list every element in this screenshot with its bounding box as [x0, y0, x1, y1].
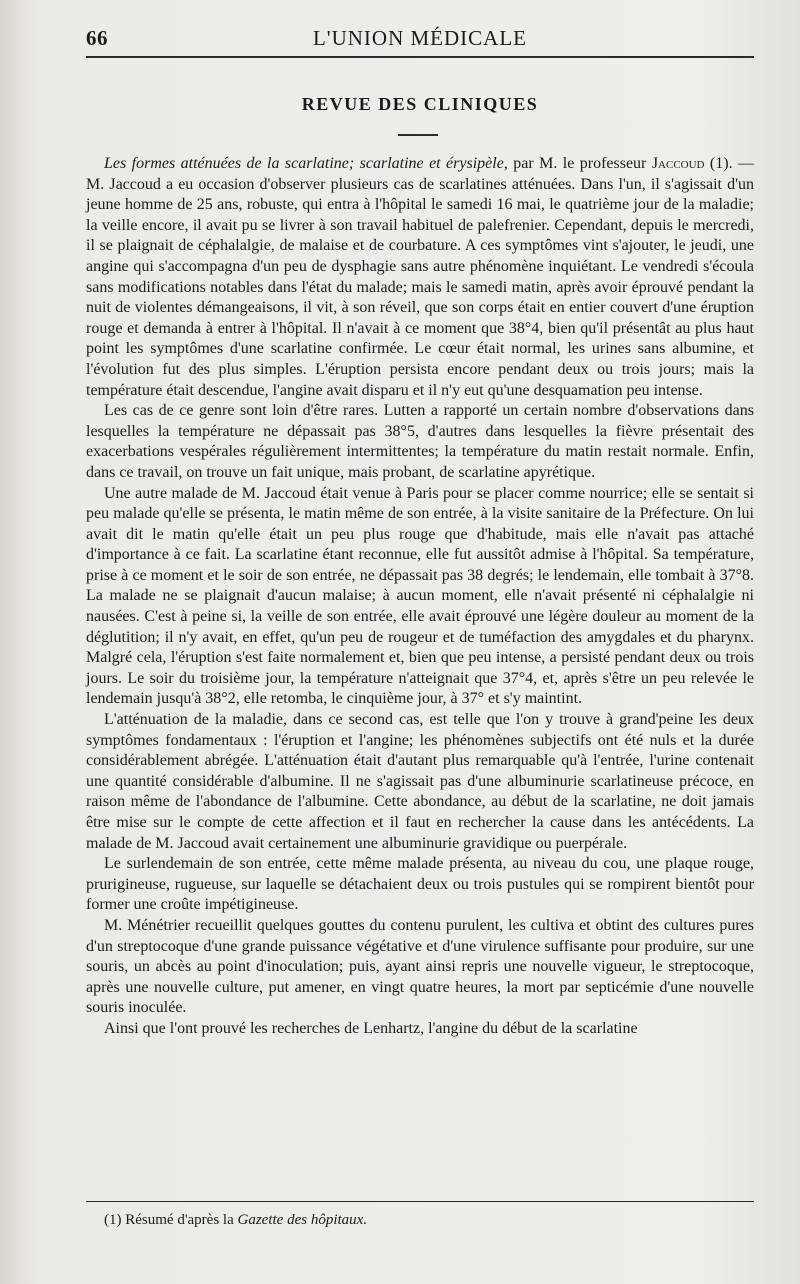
paragraph-1 [86, 154, 754, 401]
footnote-marker: (1) [104, 1212, 122, 1228]
section-title: REVUE DES CLINIQUES [301, 94, 539, 114]
footnote-rule [86, 1201, 754, 1202]
author-name: Jaccoud [651, 155, 705, 172]
paragraph-3: Une autre malade de M. Jaccoud était venue à Paris pour se placer comme nourrice; elle se sentait si peu malade qu'elle se présenta, le matin même de son entrée, à la visite sanitaire de la Préfecture. On lui avait dit le matin qu'elle était un peu plus rouge que d'habitude, mais elle n'avait pas attaché d'importance à ce fait. La scarlatine étant reconnue, elle fut aussitôt admise à l'hôpital. Sa température, prise à ce moment et le soir de son entrée, ne dépassait pas 38 degrés; le lendemain, elle tombait à 37°8. La malade ne se plaignait d'aucun malaise; à aucun moment, elle n'avait présenté ni céphalalgie ni nausées. C'est à peine si, la veille de son entrée, elle avait éprouvé une légère douleur au moment de la déglutition; il n'y avait, en effet, qu'un peu de rougeur et de tuméfaction des amygdales et du pharynx. Malgré cela, l'éruption s'est faite normalement et, bien que peu intense, a persisté pendant deux ou trois jours. Le soir du troisième jour, la température n'atteignait que 37°4, et, après s'être un peu relevée le lendemain jusqu'à 38°2, elle retomba, le cinquième jour, à 37° et s'y maintint. [86, 484, 754, 708]
footnote-source: Gazette des hôpitaux. [237, 1212, 368, 1228]
page-number: 66 [86, 26, 108, 50]
author-lead: , par M. le professeur [503, 155, 652, 172]
paragraph-5: Le surlendemain de son entrée, cette même malade présenta, au niveau du cou, une plaque rouge, prurigineuse, rugueuse, sur laquelle se détachaient deux ou trois pustules qui se rompirent bientôt pour former une croûte impétigineuse. [86, 855, 754, 914]
paragraph-1-text: M. Jaccoud a eu occasion d'observer plusieurs cas de scarlatines atténuées. Dans l'un, il s'agissait d'un jeune homme de 25 ans, robuste, qui entra à l'hôpital le samedi 16 mai, le quatrième jour de la maladie; la veille encore, il avait pu se livrer à son travail habituel de palefrenier. Cependant, depuis le mercredi, il se plaignait de céphalalgie, de malaise et de courbature. A ces symptômes vint s'ajouter, le jeudi, une angine qui s'accompagna d'un peu de dysphagie sans autre phénomène inquiétant. Le vendredi s'écoula sans modifications notables dans l'état du malade; mais le samedi matin, après avoir éprouvé pendant la nuit de violentes démangeaisons, il vit, à son réveil, que son corps était en entier couvert d'une éruption rouge et demanda à entrer à l'hôpital. Il n'avait à ce moment que 38°4, bien qu'il présentât au plus haut point les symptômes d'une scarlatine confirmée. Le cœur était normal, les urines sans albumine, et l'évolution fut des plus simples. L'éruption persista encore pendant deux ou trois jours; mais la température était descendue, l'angine avait disparu et il n'y eut qu'une desquamation peu intense. [86, 175, 754, 399]
paragraph-2: Les cas de ce genre sont loin d'être rares. Lutten a rapporté un certain nombre d'observations dans lesquelles la température ne dépassait pas 38°5, d'autres dans lesquelles la fièvre présentait des exacerbations vespérales régulièrement intermittentes; la température du matin restait normale. Enfin, dans ce travail, on trouve un fait unique, mais probant, de scarlatine apyrétique. [86, 402, 754, 481]
footnote-reference: (1). — [704, 155, 755, 172]
article-title: Les formes atténuées de la scarlatine; scarlatine et érysipèle [104, 155, 504, 172]
page-header [86, 26, 754, 56]
paragraph-4: L'atténuation de la maladie, dans ce second cas, est telle que l'on y trouve à grand'peine les deux symptômes fondamentaux : l'éruption et l'angine; les phénomènes subjectifs ont été nuls et la durée considérablement abrégée. L'atténuation était d'autant plus remarquable qu'à l'entrée, l'urine contenait une quantité considérable d'albumine. Il ne s'agissait pas d'une albuminurie scarlatineuse précoce, en raison même de l'abondance de l'albumine. Cette abondance, au début de la scarlatine, ne doit jamais être mise sur le compte de cette affection et il faut en rechercher la cause dans les antécédents. La malade de M. Jaccoud avait certainement une albuminurie gravidique ou puerpérale. [86, 711, 754, 852]
article-body [86, 154, 754, 1040]
footnote [104, 1210, 744, 1230]
header-rule [86, 56, 754, 58]
footnote-text: Résumé d'après la [121, 1212, 238, 1228]
paragraph-6: M. Ménétrier recueillit quelques gouttes du contenu purulent, les cultiva et obtint des cultures pures d'un streptocoque d'une grande puissance végétative et d'une virulence suffisante pour produire, sur une souris, un abcès au point d'inoculation; puis, ayant ainsi repris une nouvelle vigueur, le streptocoque, après une nouvelle culture, put amener, en vingt quatre heures, la mort par septicémie d'une nouvelle souris inoculée. [86, 916, 754, 1017]
paragraph-7: Ainsi que l'ont prouvé les recherches de Lenhartz, l'angine du début de la scarlatine [104, 1019, 638, 1037]
journal-title: L'UNION MÉDICALE [312, 26, 527, 50]
title-divider [398, 134, 438, 136]
